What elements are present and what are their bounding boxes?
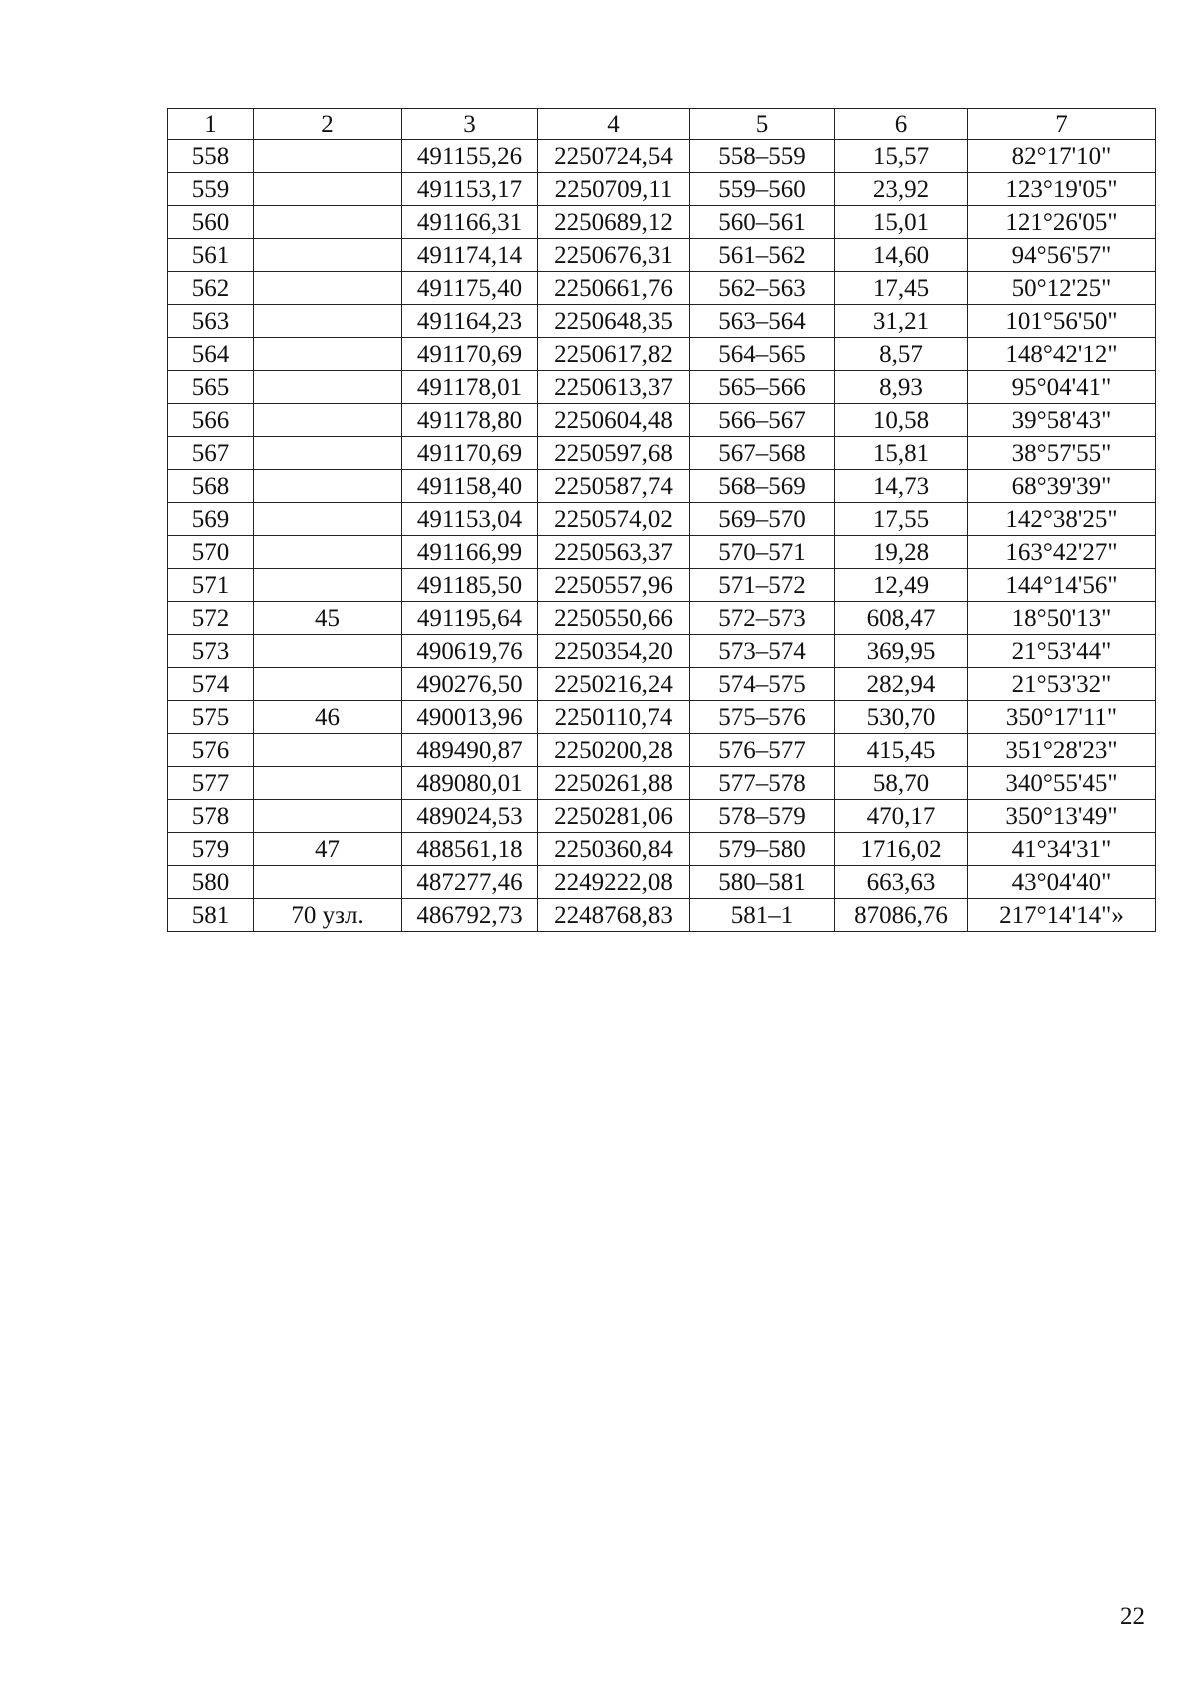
table-cell: 2250709,11 [538,173,690,206]
table-cell: 576 [168,734,254,767]
table-cell: 46 [254,701,402,734]
table-row [168,536,1156,569]
table-cell: 558 [168,140,254,173]
table-cell: 578–579 [690,800,835,833]
table-cell: 163°42'27" [968,536,1156,569]
table-body [168,140,1156,932]
table-row [168,899,1156,932]
table-cell: 50°12'25" [968,272,1156,305]
table-row [168,569,1156,602]
table-cell: 563–564 [690,305,835,338]
table-cell: 491178,80 [402,404,538,437]
table-cell: 47 [254,833,402,866]
table-cell: 2249222,08 [538,866,690,899]
table-row [168,668,1156,701]
table-cell: 415,45 [835,734,968,767]
table-cell: 2250661,76 [538,272,690,305]
table-cell: 14,60 [835,239,968,272]
table-cell: 574–575 [690,668,835,701]
table-cell: 580–581 [690,866,835,899]
table-row [168,305,1156,338]
table-cell: 491170,69 [402,338,538,371]
table-cell: 2250354,20 [538,635,690,668]
table-row [168,140,1156,173]
table-cell: 470,17 [835,800,968,833]
table-cell: 491153,04 [402,503,538,536]
table-cell: 581 [168,899,254,932]
table-cell: 23,92 [835,173,968,206]
table-row [168,470,1156,503]
table-cell: 2250550,66 [538,602,690,635]
table-row [168,239,1156,272]
table-cell: 490276,50 [402,668,538,701]
table-cell: 491166,31 [402,206,538,239]
table-cell: 350°17'11" [968,701,1156,734]
header-row [168,109,1156,140]
table-header [168,109,1156,140]
table-cell: 43°04'40" [968,866,1156,899]
table-cell: 491175,40 [402,272,538,305]
table-cell [254,206,402,239]
table-cell: 573 [168,635,254,668]
table-cell: 41°34'31" [968,833,1156,866]
table-cell [254,404,402,437]
table-cell: 560–561 [690,206,835,239]
table-cell: 19,28 [835,536,968,569]
table-cell: 340°55'45" [968,767,1156,800]
table-cell [254,503,402,536]
table-cell: 579–580 [690,833,835,866]
column-header: 5 [690,109,835,140]
table-cell: 561–562 [690,239,835,272]
table-cell: 2250604,48 [538,404,690,437]
table-cell: 491174,14 [402,239,538,272]
table-cell: 2250110,74 [538,701,690,734]
table-row [168,371,1156,404]
table-cell: 491195,64 [402,602,538,635]
table-cell: 2250261,88 [538,767,690,800]
table-cell: 570 [168,536,254,569]
table-cell: 491155,26 [402,140,538,173]
table-row [168,272,1156,305]
table-cell [254,866,402,899]
table-cell: 563 [168,305,254,338]
table-cell: 58,70 [835,767,968,800]
table-cell: 579 [168,833,254,866]
table-cell: 2248768,83 [538,899,690,932]
table-cell: 561 [168,239,254,272]
table-cell: 144°14'56" [968,569,1156,602]
table-cell: 2250724,54 [538,140,690,173]
table-row [168,767,1156,800]
table-cell [254,239,402,272]
table-cell: 490013,96 [402,701,538,734]
column-header: 7 [968,109,1156,140]
table-cell: 350°13'49" [968,800,1156,833]
coordinates-table [167,108,1156,932]
table-cell: 2250360,84 [538,833,690,866]
table-cell: 663,63 [835,866,968,899]
table-cell: 142°38'25" [968,503,1156,536]
table-cell [254,635,402,668]
table-cell: 564 [168,338,254,371]
table-cell: 17,45 [835,272,968,305]
table-cell: 491153,17 [402,173,538,206]
table-row [168,833,1156,866]
table-cell: 577 [168,767,254,800]
column-header: 1 [168,109,254,140]
table-row [168,734,1156,767]
table-cell: 564–565 [690,338,835,371]
table-cell: 560 [168,206,254,239]
table-cell: 572–573 [690,602,835,635]
table-cell: 580 [168,866,254,899]
table-cell: 17,55 [835,503,968,536]
table-cell [254,338,402,371]
table-cell: 568 [168,470,254,503]
table-cell: 2250200,28 [538,734,690,767]
table-cell: 21°53'44" [968,635,1156,668]
table-cell: 565 [168,371,254,404]
table-cell: 569 [168,503,254,536]
table-cell: 82°17'10" [968,140,1156,173]
table-cell: 10,58 [835,404,968,437]
table-row [168,404,1156,437]
table-cell: 562 [168,272,254,305]
table-cell: 31,21 [835,305,968,338]
table-cell [254,140,402,173]
table-cell: 486792,73 [402,899,538,932]
table-cell: 568–569 [690,470,835,503]
table-cell [254,470,402,503]
table-cell [254,173,402,206]
table-cell: 8,93 [835,371,968,404]
table-cell: 491178,01 [402,371,538,404]
table-cell: 217°14'14"» [968,899,1156,932]
table-cell: 12,49 [835,569,968,602]
table-cell: 2250613,37 [538,371,690,404]
table-cell: 488561,18 [402,833,538,866]
table-cell: 608,47 [835,602,968,635]
table-cell: 2250648,35 [538,305,690,338]
table-cell [254,371,402,404]
table-cell: 491166,99 [402,536,538,569]
table-cell: 570–571 [690,536,835,569]
table-cell: 566–567 [690,404,835,437]
table-cell: 8,57 [835,338,968,371]
table-cell: 487277,46 [402,866,538,899]
table-cell: 68°39'39" [968,470,1156,503]
column-header: 2 [254,109,402,140]
table-cell: 15,01 [835,206,968,239]
table-cell: 94°56'57" [968,239,1156,272]
table-cell: 2250216,24 [538,668,690,701]
table-cell: 2250557,96 [538,569,690,602]
table-cell: 491158,40 [402,470,538,503]
table-cell: 2250617,82 [538,338,690,371]
table-cell [254,437,402,470]
table-cell: 575–576 [690,701,835,734]
table-cell [254,569,402,602]
page-number: 22 [1120,1603,1145,1630]
table-cell: 574 [168,668,254,701]
table-cell: 70 узл. [254,899,402,932]
table-cell: 530,70 [835,701,968,734]
table-cell: 2250689,12 [538,206,690,239]
table-cell: 567 [168,437,254,470]
table-cell: 569–570 [690,503,835,536]
table-cell: 2250597,68 [538,437,690,470]
table-cell: 21°53'32" [968,668,1156,701]
table-cell [254,800,402,833]
table-cell: 101°56'50" [968,305,1156,338]
table-cell: 491164,23 [402,305,538,338]
table-cell: 559 [168,173,254,206]
table-row [168,800,1156,833]
table-cell: 369,95 [835,635,968,668]
column-header: 4 [538,109,690,140]
table-cell: 565–566 [690,371,835,404]
table-cell: 351°28'23" [968,734,1156,767]
table-cell [254,767,402,800]
column-header: 3 [402,109,538,140]
table-cell: 2250587,74 [538,470,690,503]
table-cell: 566 [168,404,254,437]
table-cell [254,668,402,701]
table-cell: 2250676,31 [538,239,690,272]
table-row [168,503,1156,536]
table-cell: 15,57 [835,140,968,173]
table-cell: 15,81 [835,437,968,470]
table-row [168,338,1156,371]
table-cell: 573–574 [690,635,835,668]
table-row [168,206,1156,239]
table-row [168,173,1156,206]
table-cell: 562–563 [690,272,835,305]
table-cell [254,734,402,767]
table-cell [254,272,402,305]
table-cell: 572 [168,602,254,635]
table-row [168,602,1156,635]
table-cell: 558–559 [690,140,835,173]
table-cell: 1716,02 [835,833,968,866]
table-cell: 571 [168,569,254,602]
table-cell: 559–560 [690,173,835,206]
table-cell: 571–572 [690,569,835,602]
table-cell: 491170,69 [402,437,538,470]
table-cell: 489024,53 [402,800,538,833]
table-cell: 576–577 [690,734,835,767]
table-cell: 578 [168,800,254,833]
table-cell: 575 [168,701,254,734]
table-cell: 18°50'13" [968,602,1156,635]
table-cell: 123°19'05" [968,173,1156,206]
table-cell: 95°04'41" [968,371,1156,404]
table-cell: 38°57'55" [968,437,1156,470]
table-row [168,866,1156,899]
table-cell: 282,94 [835,668,968,701]
table-cell: 45 [254,602,402,635]
table-cell: 567–568 [690,437,835,470]
table-row [168,437,1156,470]
table-cell: 148°42'12" [968,338,1156,371]
table-cell: 14,73 [835,470,968,503]
table-cell: 2250281,06 [538,800,690,833]
table-cell: 87086,76 [835,899,968,932]
table-row [168,701,1156,734]
table-cell: 121°26'05" [968,206,1156,239]
table-cell [254,305,402,338]
table-row [168,635,1156,668]
table-cell: 490619,76 [402,635,538,668]
table-cell: 2250563,37 [538,536,690,569]
table-cell: 491185,50 [402,569,538,602]
table-cell: 489490,87 [402,734,538,767]
table-cell: 39°58'43" [968,404,1156,437]
table-cell: 489080,01 [402,767,538,800]
column-header: 6 [835,109,968,140]
table-cell: 577–578 [690,767,835,800]
table-cell: 2250574,02 [538,503,690,536]
table-cell [254,536,402,569]
table-cell: 581–1 [690,899,835,932]
